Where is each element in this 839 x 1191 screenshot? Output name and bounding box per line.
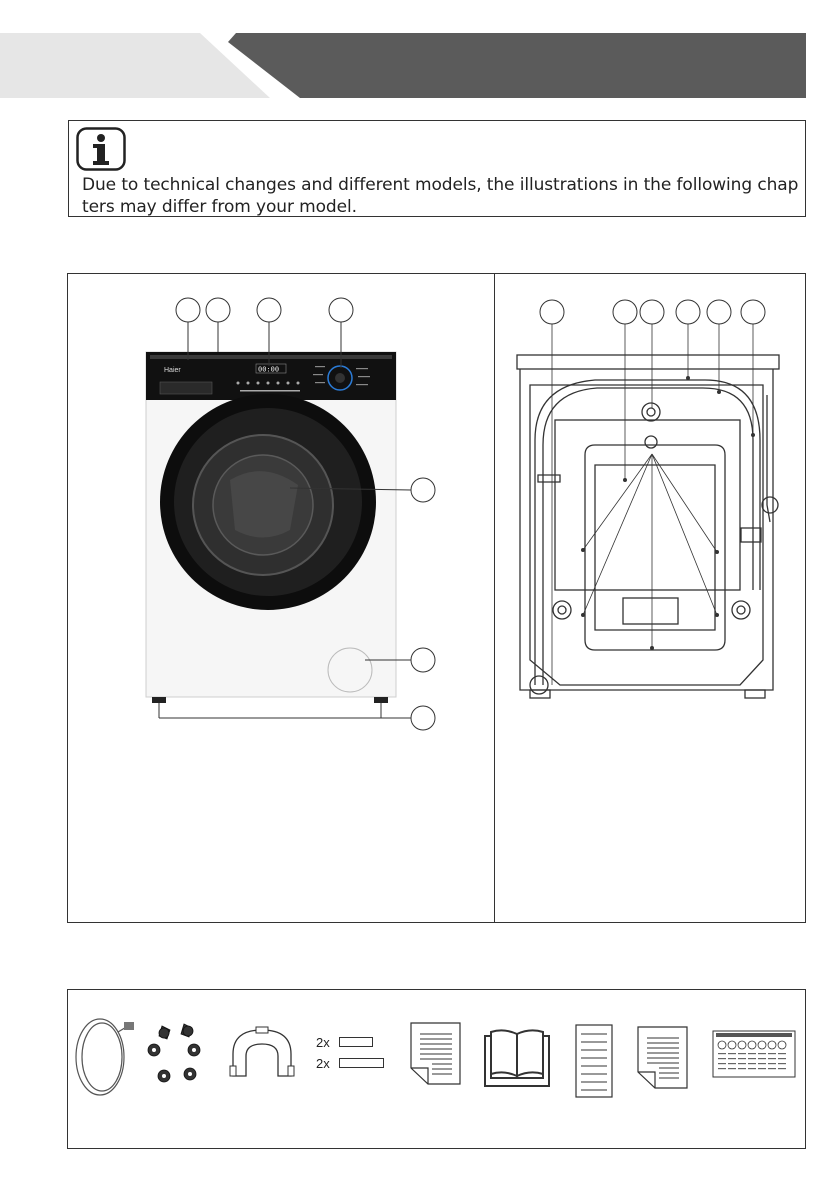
quantity-label-2: 2x	[316, 1056, 330, 1071]
washer-back-view	[505, 290, 800, 720]
detergent-drawer	[160, 382, 212, 394]
leaflet-icon	[575, 1024, 613, 1098]
washer-front-view	[130, 290, 450, 740]
notice-text	[82, 174, 802, 218]
user-manual-icon	[482, 1026, 552, 1088]
callout-1	[176, 298, 200, 322]
callout-8	[540, 300, 564, 324]
diagram-divider	[494, 273, 495, 923]
callout-13	[741, 300, 765, 324]
header-banner	[0, 0, 839, 110]
brand-logo: Haier	[164, 367, 181, 374]
callout-3	[257, 298, 281, 322]
info-icon	[76, 127, 126, 171]
callout-5	[411, 478, 435, 502]
callout-10	[640, 300, 664, 324]
warranty-document-icon	[637, 1026, 689, 1090]
callout-4	[329, 298, 353, 322]
plug-cover-long-icon	[339, 1058, 384, 1068]
display-digits: 00:00	[258, 365, 280, 374]
notice-line-2: ters may differ from your model.	[82, 197, 357, 217]
callout-7	[411, 706, 435, 730]
notice-line-1: Due to technical changes and different models, the illustrations in the following chap	[82, 175, 799, 195]
transport-caps-icon	[142, 1018, 212, 1098]
document-icon	[410, 1022, 462, 1086]
program-chart-icon	[712, 1030, 796, 1078]
hose-bracket-icon	[228, 1026, 296, 1080]
callout-12	[707, 300, 731, 324]
callout-6	[411, 648, 435, 672]
inlet-hose-icon	[70, 1012, 140, 1102]
callout-2	[206, 298, 230, 322]
callout-11	[676, 300, 700, 324]
callout-9	[613, 300, 637, 324]
quantity-label-1: 2x	[316, 1035, 330, 1050]
plug-cover-short-icon	[339, 1037, 373, 1047]
